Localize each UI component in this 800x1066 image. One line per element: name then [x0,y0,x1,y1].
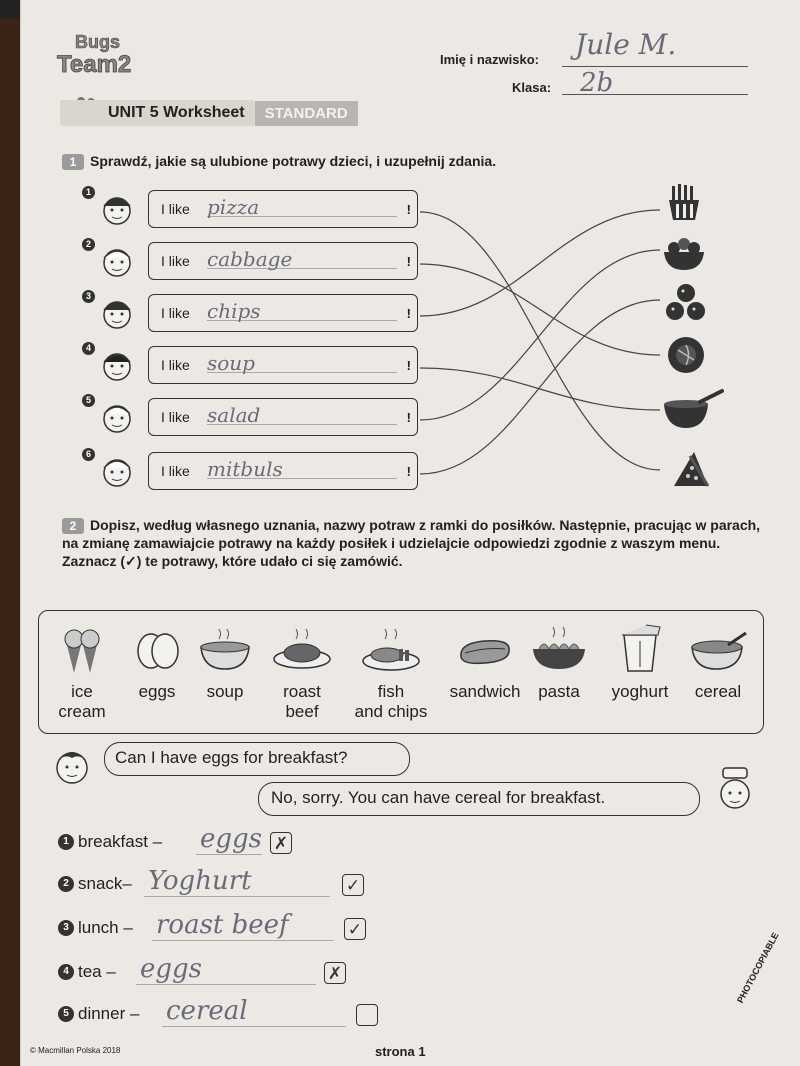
answer-line [162,1026,346,1027]
meal-number: 5 [58,1006,74,1022]
meal-row [58,874,132,894]
pizza-icon [670,448,712,490]
sentence-answer[interactable]: cabbage [207,247,293,271]
food-item [449,617,521,702]
food-label: sandwich [449,682,521,701]
sentence-number: 1 [82,186,95,199]
sentence-end: ! [406,464,411,479]
exercise-1-instruction: 1 Sprawdź, jakie są ulubione potrawy dzieci, i uzupełnij zdania. [62,152,496,170]
food-item [683,617,753,702]
sentence-end: ! [406,358,411,373]
svg-text:Team2: Team2 [57,51,132,78]
meal-answer[interactable]: eggs [140,954,203,984]
sentence-prefix: I like [161,357,190,373]
chips-icon [664,182,704,222]
meal-label: lunch – [78,918,133,937]
food-label: fish and chips [354,682,428,721]
answer-line [136,984,316,985]
name-value[interactable]: Jule M. [575,28,677,61]
order-checkbox[interactable]: ✗ [270,832,292,854]
sentence-prefix: I like [161,305,190,321]
answer-line [196,854,262,855]
sentence-number: 3 [82,290,95,303]
meal-label: breakfast – [78,832,163,851]
fish-and-chips-icon [361,617,421,677]
roast-beef-icon [272,617,332,677]
yoghurt-icon [610,617,670,677]
soup-icon [662,388,726,430]
sentence-answer[interactable]: salad [207,403,261,427]
exercise-2-number: 2 [62,518,84,534]
meatballs-icon [664,283,708,323]
meal-row [58,1004,139,1024]
sentence-end: ! [406,410,411,425]
food-label: ice cream [58,682,106,721]
sentence-prefix: I like [161,409,190,425]
sandwich-icon [455,617,515,677]
meal-answer[interactable]: roast beef [156,910,289,940]
svg-text:Bugs: Bugs [75,32,120,52]
eggs-icon [127,617,187,677]
meal-number: 1 [58,834,74,850]
order-checkbox[interactable]: ✓ [342,874,364,896]
sentence-end: ! [406,202,411,217]
food-item [47,617,117,722]
page-number: strona 1 [375,1044,426,1059]
sentence-number: 4 [82,342,95,355]
food-item [261,617,343,722]
sentence-end: ! [406,306,411,321]
food-item [525,617,593,702]
food-item [127,617,187,702]
food-label: roast beef [283,682,321,721]
salad-icon [662,236,706,272]
sentence-answer[interactable]: pizza [207,195,260,219]
soup-icon [195,617,255,677]
sentence-end: ! [406,254,411,269]
answer-line [152,940,334,941]
meal-label: snack– [78,874,132,893]
food-label: cereal [694,682,742,701]
food-menu-box [38,610,764,734]
boy-face-icon [52,744,92,788]
meal-number: 2 [58,876,74,892]
pasta-icon [529,617,589,677]
class-label: Klasa: [512,80,552,95]
unit-title: UNIT 5 Worksheet [60,100,255,126]
match-line-1 [420,212,660,470]
reply-bubble: No, sorry. You can have cereal for breakfast. [258,782,700,816]
sentence-number: 2 [82,238,95,251]
waiter-face-icon [714,766,756,812]
food-label: eggs [138,682,176,701]
meal-row [58,918,133,938]
unit-level-tag: STANDARD [255,101,358,126]
meal-number: 3 [58,920,74,936]
question-bubble: Can I have eggs for breakfast? [104,742,410,776]
food-item [189,617,261,702]
sentence-answer[interactable]: soup [207,351,255,375]
sentence-answer[interactable]: mitbuls [207,457,283,481]
sentence-answer[interactable]: chips [207,299,261,323]
meal-answer[interactable]: Yoghurt [148,866,252,896]
sentence-number: 6 [82,448,95,461]
meal-label: dinner – [78,1004,140,1023]
meal-number: 4 [58,964,74,980]
ice-cream-icon [52,617,112,677]
class-value[interactable]: 2b [580,68,614,98]
order-checkbox[interactable]: ✗ [324,962,346,984]
answer-line [144,896,330,897]
cabbage-icon [666,336,706,374]
food-label: yoghurt [611,682,669,701]
sentence-prefix: I like [161,463,190,479]
order-checkbox[interactable]: ✓ [344,918,366,940]
sentence-prefix: I like [161,201,190,217]
photocopiable-mark: PHOTOCOPIABLE [735,930,781,1005]
order-checkbox[interactable] [356,1004,378,1026]
exercise-1-number: 1 [62,154,84,170]
food-label: soup [206,682,244,701]
name-label: Imię i nazwisko: [440,52,539,67]
food-item [599,617,681,702]
exercise-2-instruction: 2 Dopisz, według własnego uznania, nazwy potraw z ramki do posiłków. Następnie, pracując w parach, na zmianę zamawiajcie potrawy na każdy posiłek i udzielajcie odpowiedzi zgodnie z waszym menu. Zaznacz (✓) te potrawy, które udało ci się zamówić. [62,517,761,569]
meal-row [58,962,116,982]
copyright: © Macmillan Polska 2018 [30,1046,121,1055]
cereal-icon [688,617,748,677]
meal-answer[interactable]: cereal [166,996,248,1026]
sentence-prefix: I like [161,253,190,269]
food-item [343,617,439,722]
meal-row [58,832,162,852]
food-label: pasta [538,682,580,701]
sentence-number: 5 [82,394,95,407]
meal-answer[interactable]: eggs [200,824,263,854]
meal-label: tea – [78,962,116,981]
